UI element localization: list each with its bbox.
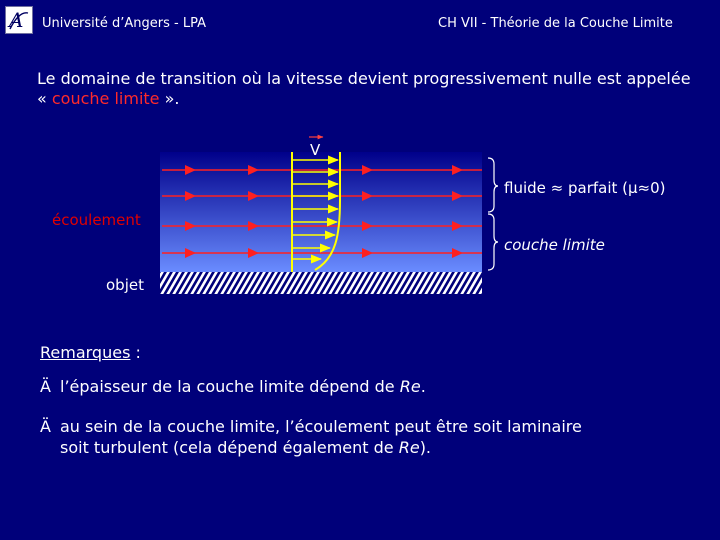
boundary-brace: [488, 214, 498, 270]
remark-2-line2: soit turbulent (cela dépend également de: [60, 438, 399, 457]
fluid-brace: [488, 158, 498, 212]
header-institution: Université d’Angers - LPA: [42, 16, 206, 31]
object-surface: [160, 272, 482, 294]
bullet-icon: Ä: [40, 377, 51, 396]
remark-item-1: [40, 376, 426, 397]
remark-1-end: .: [420, 377, 426, 396]
intro-text-end: ».: [159, 89, 180, 108]
intro-text: Le domaine de transition où la vitesse devient progressivement nulle est appelée «: [37, 69, 691, 108]
flow-label: écoulement: [52, 211, 141, 229]
remark-2-line1: au sein de la couche limite, l’écoulement peut être soit laminaire: [60, 417, 582, 436]
vector-v-label: V: [310, 141, 321, 159]
remarks-title: Remarques: [40, 343, 131, 362]
remark-2-end: ).: [419, 438, 432, 457]
fluid-label: fluide ≈ parfait (μ≈0): [504, 179, 666, 197]
svg-text:A: A: [9, 8, 24, 32]
remark-item-2: [40, 416, 582, 458]
intro-highlight: couche limite: [51, 89, 160, 108]
remark-1-em: Re: [399, 377, 421, 396]
remarks-colon: :: [130, 343, 141, 362]
remarks-heading: [40, 343, 141, 362]
object-label: objet: [106, 276, 144, 294]
remark-2-em: Re: [398, 438, 420, 457]
remark-1-text: l’épaisseur de la couche limite dépend de: [60, 377, 400, 396]
bullet-icon: Ä: [40, 417, 51, 436]
region-braces: [488, 158, 498, 270]
boundary-layer-label: couche limite: [504, 236, 605, 254]
header-chapter: CH VII - Théorie de la Couche Limite: [438, 16, 673, 31]
